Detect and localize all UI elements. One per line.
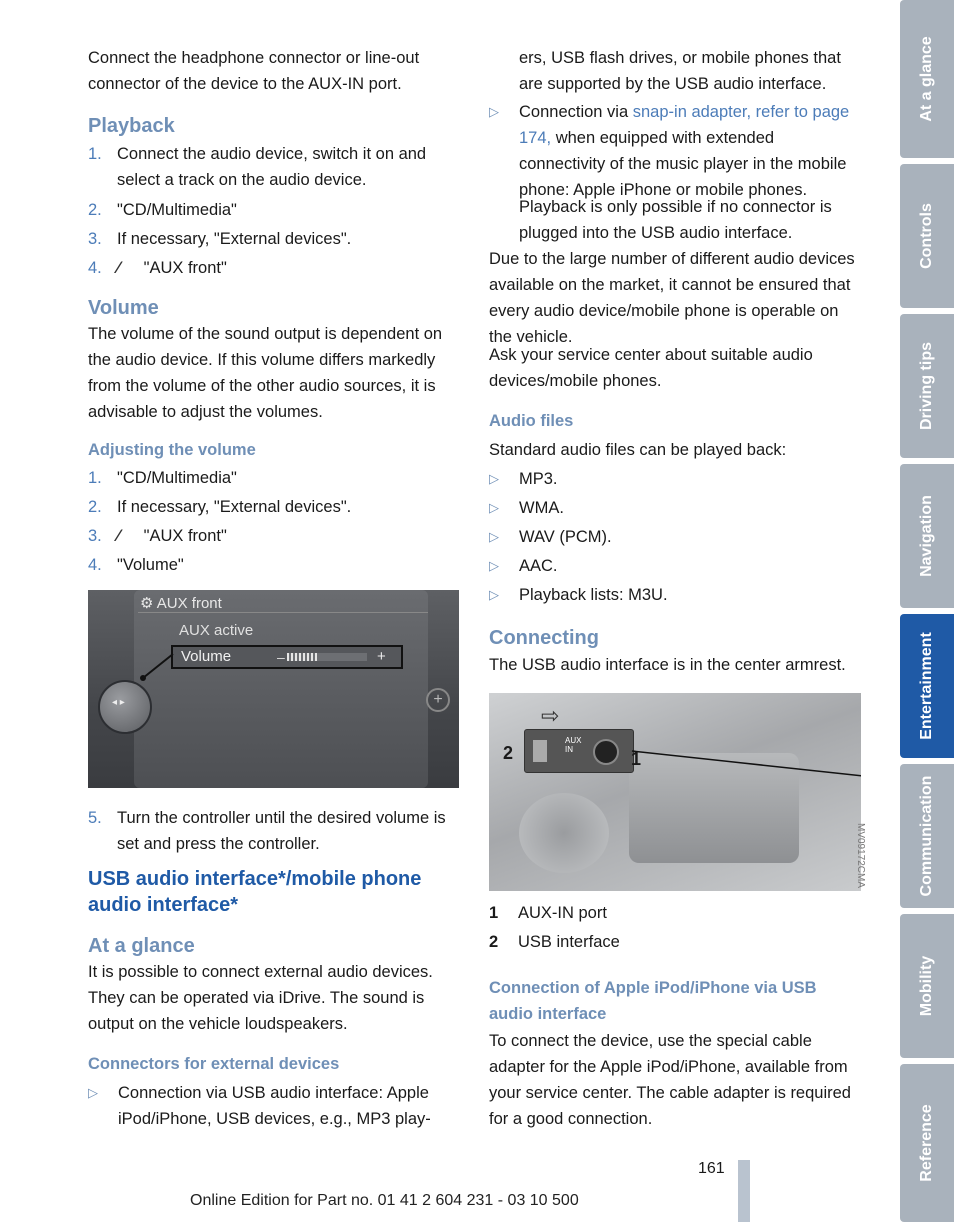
aux-label: AUX IN [565,736,582,754]
compat-text: Due to the large number of different audio devices available on the market, it cannot be ensured that every audio device/mobile phone is operable on the vehicle. [489,250,855,346]
wrench-icon: ⁄ [117,259,120,277]
list-item: 2. If necessary, "External devices". [88,498,352,516]
list-item: 5. Turn the controller until the desired volume is set and press the controller. [88,809,446,853]
triangle-bullet-icon: ▷ [489,500,499,515]
wrench-icon: ⁄ [117,527,120,545]
volume-label: Volume [181,648,232,665]
connecting-heading: Connecting [489,627,599,649]
playback-heading: Playback [88,115,175,137]
playback-steps [88,141,460,284]
list-item: ▷ Connection via snap-in adapter, refer to page 174, when equipped with extended connectivity of the music player in the mobile phone: Apple iPhone or mobile phones. [489,99,861,203]
armrest-photo [489,693,861,891]
tab-entertainment[interactable]: Entertainment [900,614,954,758]
volume-heading: Volume [88,297,159,319]
list-item: ▷ Playback lists: M3U. [489,582,861,611]
tab-reference[interactable]: Reference [900,1064,954,1222]
arrow-right-icon: ⇨ [541,703,560,728]
service-text: Ask your service center about suitable audio devices/mobile phones. [489,346,813,390]
page-number: 161 [698,1160,725,1177]
adjust-steps [88,465,460,581]
triangle-bullet-icon: ▷ [489,104,499,119]
glance-heading: At a glance [88,935,195,957]
callout-2: 2 [503,743,514,763]
controller-knob-icon: ◂ ▸ [98,680,152,734]
volume-text: The volume of the sound output is dependent on the audio device. If this volume differs markedly from the volume of the other audio sources, it is advisable to adjust the volumes. [88,325,443,421]
glance-text: It is possible to connect external audio devices. They can be operated via iDrive. The sound is output on the vehicle loudspeakers. [88,963,433,1033]
tab-mobility[interactable]: Mobility [900,914,954,1058]
footer-text: Online Edition for Part no. 01 41 2 604 231 - 03 10 500 [190,1192,579,1209]
list-item: 4. "Volume" [88,556,184,574]
idrive-screen-image [88,590,459,788]
list-item: ▷ WMA. [489,495,861,524]
apple-text: To connect the device, use the special cable adapter for the Apple iPod/iPhone, available from your service center. The cable adapter is required for a good connection. [489,1032,851,1128]
connectors-heading: Connectors for external devices [88,1055,340,1073]
list-item: 1. "CD/Multimedia" [88,469,237,487]
formats-list [489,466,861,611]
adjust-heading: Adjusting the volume [88,441,256,459]
tab-communication[interactable]: Communication [900,764,954,908]
triangle-bullet-icon: ▷ [489,558,499,573]
list-item: ▷ AAC. [489,553,861,582]
wrench-icon: ⚙ [140,595,154,612]
list-item: ▷ WAV (PCM). [489,524,861,553]
triangle-bullet-icon: ▷ [489,587,499,602]
list-item: 4. ⁄ "AUX front" [88,255,460,284]
volume-minus: – [277,649,285,665]
section-tabs [900,0,960,1222]
apple-heading: Connection of Apple iPod/iPhone via USB audio interface [489,979,817,1023]
triangle-bullet-icon: ▷ [88,1085,98,1100]
page-marker-bar [738,1160,750,1222]
list-item: 3. If necessary, "External devices". [88,230,352,248]
connecting-text: The USB audio interface is in the center armrest. [489,656,846,674]
tab-navigation[interactable]: Navigation [900,464,954,608]
tab-controls[interactable]: Controls [900,164,954,308]
triangle-bullet-icon: ▷ [489,471,499,486]
list-item: 1. Connect the audio device, switch it on and select a track on the audio device. [88,145,427,189]
page-reference-link[interactable]: snap-in adapter, refer to page 174, [519,103,850,147]
list-item: ▷ Connection via USB audio interface: Apple iPod/iPhone, USB devices, e.g., MP3 play- [88,1080,460,1132]
callout-1: 1 [631,749,642,769]
usb-heading: USB audio interface*/mobile phone audio interface* [88,868,422,916]
list-item: 1 AUX-IN port [489,904,607,922]
audio-files-heading: Audio files [489,412,574,430]
list-item: 2. "CD/Multimedia" [88,201,237,219]
tab-at-a-glance[interactable]: At a glance [900,0,954,158]
intro-text: Connect the headphone connector or line-out connector of the device to the AUX-IN port. [88,49,420,93]
legend [489,900,861,958]
list-item: 2 USB interface [489,933,620,951]
continued-text: ers, USB flash drives, or mobile phones that are supported by the USB audio interface. [519,49,841,93]
tab-driving-tips[interactable]: Driving tips [900,314,954,458]
list-item: ▷ MP3. [489,466,861,495]
volume-plus: + [377,648,386,665]
callout-line [489,693,861,891]
plus-icon: + [426,688,450,712]
screen-status: AUX active [179,622,254,639]
note-text: Playback is only possible if no connector is plugged into the USB audio interface. [519,198,832,242]
list-item: 3. ⁄ "AUX front" [88,523,460,552]
screen-title: AUX front [156,595,222,612]
figure-code: MV09172CMA [855,823,866,889]
audio-files-text: Standard audio files can be played back: [489,441,787,459]
triangle-bullet-icon: ▷ [489,529,499,544]
